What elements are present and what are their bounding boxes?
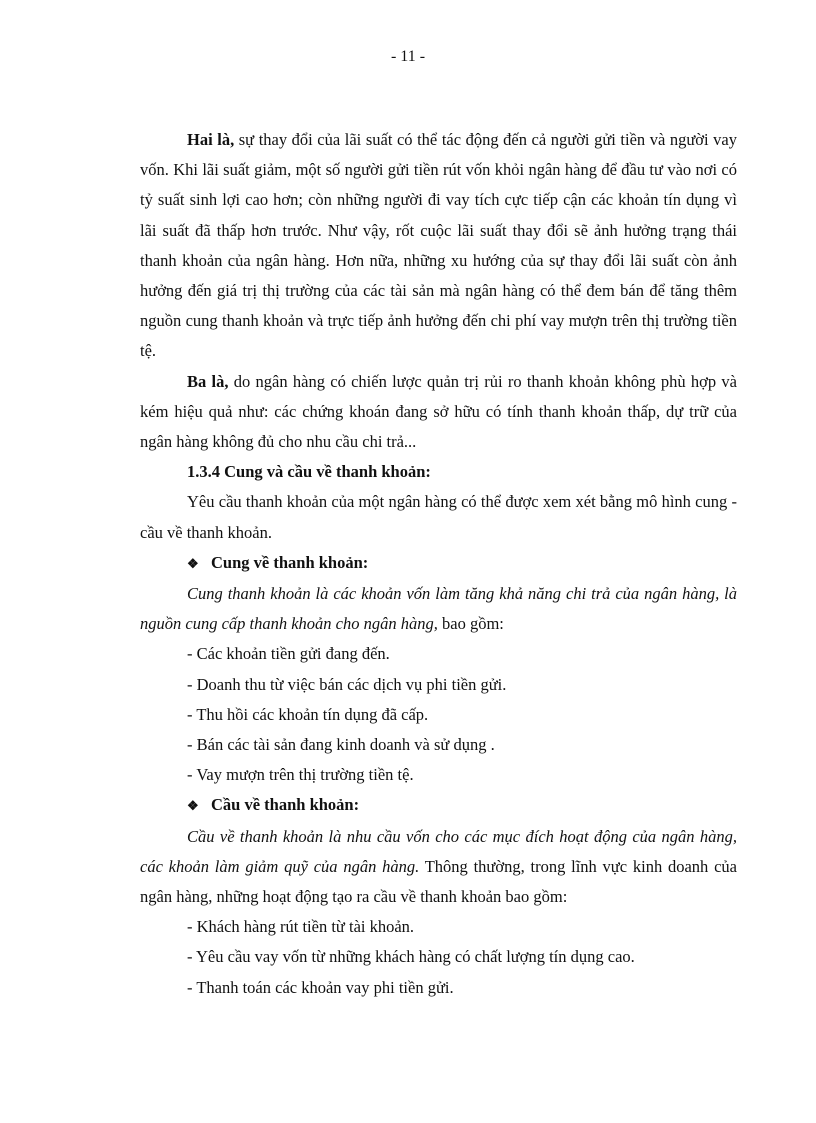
supply-item: - Bán các tài sản đang kinh doanh và sử dụng . <box>187 735 495 755</box>
demand-heading <box>140 790 737 821</box>
supply-item: - Doanh thu từ việc bán các dịch vụ phi tiền gửi. <box>187 674 507 694</box>
diamond-bullet-icon: ❖ <box>187 798 199 814</box>
demand-item: - Khách hàng rút tiền từ tài khoản. <box>187 917 415 937</box>
demand-definition-rest: Thông thường, trong lĩnh vực kinh doanh của ngân hàng, những hoạt động tạo ra cầu về thanh khoản bao gồm: <box>140 856 737 907</box>
demand-item: - Yêu cầu vay vốn từ những khách hàng có chất lượng tín dụng cao. <box>187 947 635 967</box>
page-body <box>140 125 737 1003</box>
demand-item: - Thanh toán các khoản vay phi tiền gửi. <box>187 977 454 997</box>
demand-definition <box>140 822 737 913</box>
supply-definition-italic: Cung thanh khoản là các khoản vốn làm tăng khả năng chi trả của ngân hàng, là nguồn cung cấp thanh khoản cho ngân hàng, <box>140 584 737 634</box>
supply-heading-text: Cung về thanh khoản: <box>211 552 369 572</box>
supply-item: - Thu hồi các khoản tín dụng đã cấp. <box>187 704 429 724</box>
supply-definition-rest: bao gồm: <box>437 614 504 634</box>
supply-item: - Các khoản tiền gửi đang đến. <box>187 644 390 664</box>
demand-heading-text: Cầu về thanh khoản: <box>211 795 360 815</box>
supply-definition <box>140 579 737 639</box>
page-number: - 11 - <box>390 48 426 65</box>
paragraph-hai-la <box>140 125 737 367</box>
section-heading: 1.3.4 Cung và cầu về thanh khoản: <box>187 462 431 482</box>
demand-definition-italic: Cầu về thanh khoản là nhu cầu vốn cho các mục đích hoạt động của ngân hàng, các khoản làm giảm quỹ của ngân hàng. <box>140 826 737 876</box>
supply-item: - Vay mượn trên thị trường tiền tệ. <box>187 765 414 785</box>
paragraph-text: sự thay đổi của lãi suất có thể tác động đến cả người gửi tiền và người vay vốn. Khi lãi suất giảm, một số người gửi tiền rút vốn khỏi ngân hàng để đầu tư vào nơi có tỷ suất sinh lợi cao hơn; còn những người đi vay tích cực tiếp cận các khoản tín dụng vì lãi suất đã thấp hơn trước. Như vậy, rốt cuộc lãi suất thay đổi sẽ ảnh hưởng trạng thái thanh khoản của ngân hàng. Hơn nữa, những xu hướng của sự thay đổi lãi suất còn ảnh hưởng đến giá trị thị trường của các tài sản mà ngân hàng có thể đem bán để tăng thêm nguồn cung thanh khoản và trực tiếp ảnh hưởng đến chi phí vay mượn trên thị trường tiền tệ. <box>140 130 737 361</box>
paragraph-lead: Ba là, <box>187 371 229 391</box>
supply-heading <box>140 548 737 579</box>
paragraph-text: do ngân hàng có chiến lược quản trị rủi ro thanh khoản không phù hợp và kém hiệu quả như: các chứng khoán đang sở hữu có tính thanh khoản thấp, dự trữ của ngân hàng không đủ cho nhu cầu chi trả... <box>140 371 738 452</box>
paragraph-lead: Hai là, <box>187 130 235 149</box>
diamond-bullet-icon: ❖ <box>187 555 199 571</box>
section-intro: Yêu cầu thanh khoản của một ngân hàng có thể được xem xét bằng mô hình cung - cầu về thanh khoản. <box>140 492 737 542</box>
paragraph-ba-la <box>140 367 737 458</box>
